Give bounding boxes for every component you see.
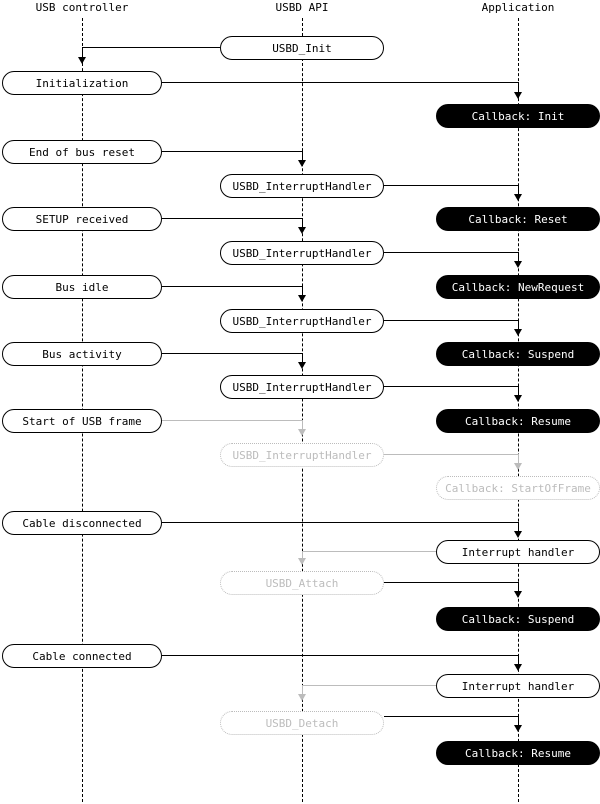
node-label: USBD_InterruptHandler xyxy=(232,314,372,328)
connector-ih2-to-newrequest xyxy=(384,252,518,253)
arrowhead-callback-resume-1 xyxy=(514,395,522,402)
node-label: Interrupt handler xyxy=(461,545,575,559)
node-label: USBD_InterruptHandler xyxy=(232,448,372,462)
node-label: Callback: NewRequest xyxy=(451,280,585,294)
arrowhead-callback-suspend-1 xyxy=(514,329,522,336)
node-label: Callback: StartOfFrame xyxy=(445,481,591,495)
arrowhead-ih2 xyxy=(298,227,306,234)
node-label: Callback: Init xyxy=(471,109,565,123)
node-label: USBD_Attach xyxy=(265,576,339,590)
node-initialization[interactable] xyxy=(2,71,162,95)
arrowhead-callback-init xyxy=(514,92,522,99)
connector-detach-to-resume2 xyxy=(384,716,518,717)
node-interrupt-handler-4[interactable] xyxy=(220,375,384,399)
node-label: Bus idle xyxy=(55,280,109,294)
node-interrupt-handler-3[interactable] xyxy=(220,309,384,333)
node-label: USBD_InterruptHandler xyxy=(232,246,372,260)
connector-busidle-to-ih3 xyxy=(162,286,302,287)
node-callback-reset[interactable] xyxy=(436,207,600,231)
node-label: Callback: Reset xyxy=(468,212,568,226)
connector-ih3-to-suspend xyxy=(384,320,518,321)
arrowhead-usbd-detach xyxy=(298,694,306,701)
node-interrupt-handler-1[interactable] xyxy=(220,174,384,198)
node-label: Callback: Resume xyxy=(465,414,571,428)
connector-cabledisconnected-to-ihapp1 xyxy=(162,522,518,523)
node-usbd-init[interactable] xyxy=(220,36,384,60)
node-label: Start of USB frame xyxy=(22,414,142,428)
arrowhead-ih1 xyxy=(298,160,306,167)
connector-setup-to-ih2 xyxy=(162,218,302,219)
node-label: USBD_Init xyxy=(272,41,332,55)
node-end-of-bus-reset[interactable] xyxy=(2,140,162,164)
node-label: Interrupt handler xyxy=(461,679,575,693)
connector-ih1-to-reset xyxy=(384,185,518,186)
node-cable-disconnected[interactable] xyxy=(2,511,162,535)
node-label: Callback: Suspend xyxy=(461,347,575,361)
node-interrupt-handler-app-1[interactable] xyxy=(436,540,600,564)
column-header-application: Application xyxy=(481,1,555,14)
node-interrupt-handler-2[interactable] xyxy=(220,241,384,265)
arrowhead-callback-reset xyxy=(514,194,522,201)
connector-ihapp2-to-detach xyxy=(302,685,436,686)
connector-busactivity-to-ih4 xyxy=(162,353,302,354)
node-callback-resume-2[interactable] xyxy=(436,741,600,765)
node-interrupt-handler-app-2[interactable] xyxy=(436,674,600,698)
node-label: USBD_Detach xyxy=(265,716,339,730)
node-callback-suspend-1[interactable] xyxy=(436,342,600,366)
node-cable-connected[interactable] xyxy=(2,644,162,668)
column-header-usb-controller: USB controller xyxy=(35,1,129,14)
node-callback-startofframe[interactable] xyxy=(436,476,600,500)
node-label: Callback: Suspend xyxy=(461,612,575,626)
node-callback-init[interactable] xyxy=(436,104,600,128)
node-usbd-attach[interactable] xyxy=(220,571,384,595)
connector-init-to-controller xyxy=(82,47,220,48)
arrowhead-init-controller xyxy=(78,57,86,64)
connector-attach-to-suspend2 xyxy=(384,582,518,583)
node-interrupt-handler-5[interactable] xyxy=(220,443,384,467)
node-callback-suspend-2[interactable] xyxy=(436,607,600,631)
arrowhead-interrupt-handler-app-2 xyxy=(514,664,522,671)
arrowhead-ih5 xyxy=(298,429,306,436)
node-setup-received[interactable] xyxy=(2,207,162,231)
connector-ih4-to-resume xyxy=(384,386,518,387)
node-label: Cable disconnected xyxy=(22,516,142,530)
node-callback-newrequest[interactable] xyxy=(436,275,600,299)
arrowhead-callback-startofframe xyxy=(514,463,522,470)
column-header-usbd-api: USBD API xyxy=(275,1,329,14)
node-label: Bus activity xyxy=(42,347,122,361)
node-start-of-usb-frame[interactable] xyxy=(2,409,162,433)
connector-startframe-to-ih5 xyxy=(162,420,302,421)
node-label: USBD_InterruptHandler xyxy=(232,380,372,394)
connector-ih5-to-startofframe xyxy=(384,454,518,455)
node-usbd-detach[interactable] xyxy=(220,711,384,735)
arrowhead-ih4 xyxy=(298,362,306,369)
node-label: USBD_InterruptHandler xyxy=(232,179,372,193)
node-bus-idle[interactable] xyxy=(2,275,162,299)
connector-initialization-to-app xyxy=(162,82,518,83)
connector-busreset-to-ih1 xyxy=(162,151,302,152)
arrowhead-callback-suspend-2 xyxy=(514,591,522,598)
connector-cableconnected-to-ihapp2 xyxy=(162,655,518,656)
connector-ihapp1-to-attach xyxy=(302,551,436,552)
node-label: Cable connected xyxy=(32,649,132,663)
node-label: End of bus reset xyxy=(29,145,135,159)
node-label: Initialization xyxy=(35,76,129,90)
arrowhead-callback-resume-2 xyxy=(514,725,522,732)
arrowhead-callback-newrequest xyxy=(514,261,522,268)
node-label: Callback: Resume xyxy=(465,746,571,760)
arrowhead-interrupt-handler-app-1 xyxy=(514,531,522,538)
node-label: SETUP received xyxy=(35,212,129,226)
arrowhead-ih3 xyxy=(298,295,306,302)
arrowhead-usbd-attach xyxy=(298,558,306,565)
node-bus-activity[interactable] xyxy=(2,342,162,366)
node-callback-resume-1[interactable] xyxy=(436,409,600,433)
